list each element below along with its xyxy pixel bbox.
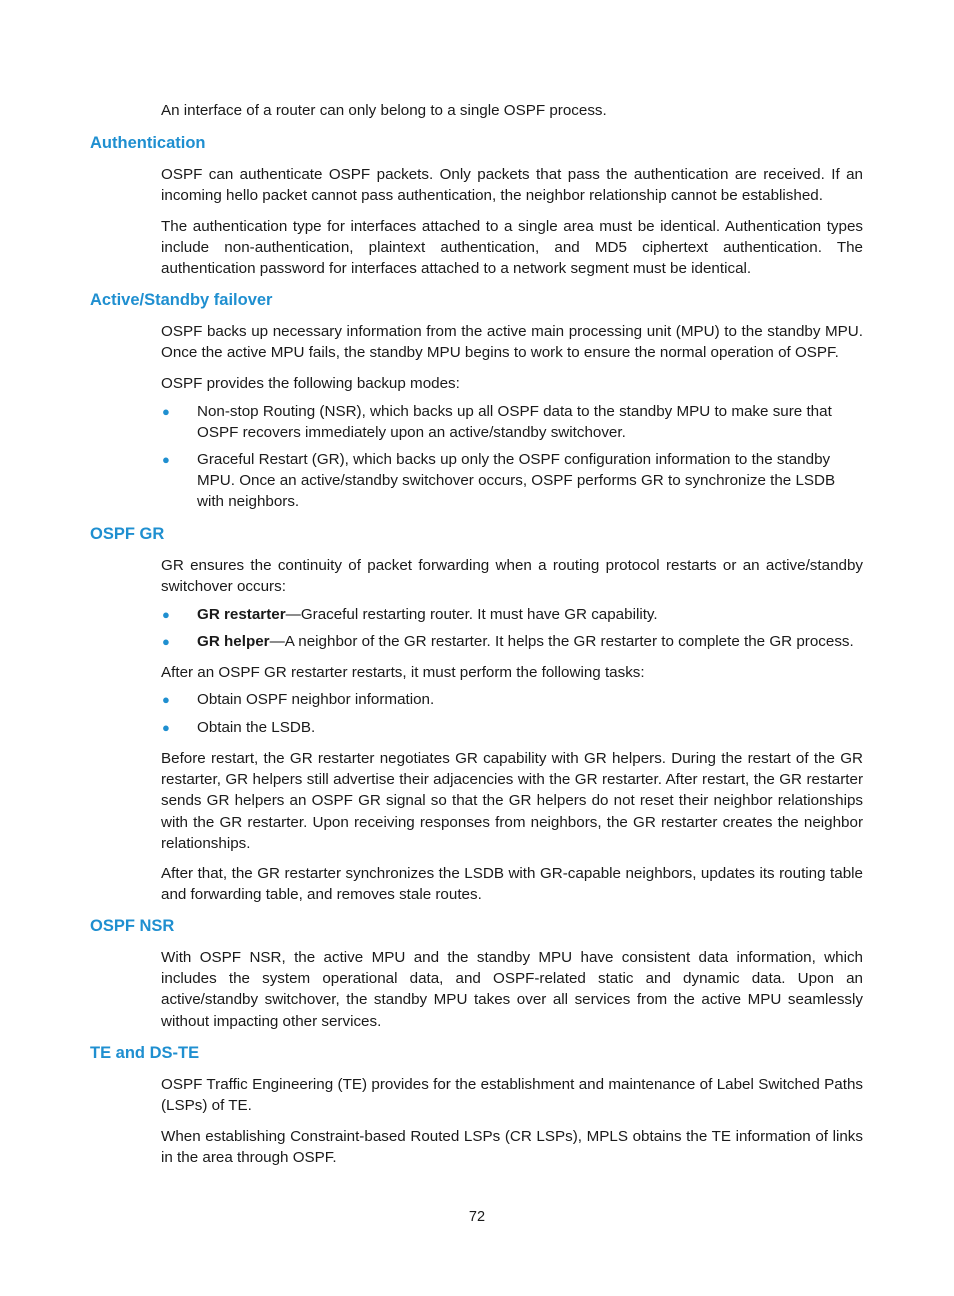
bullet-icon: ● [162, 607, 170, 622]
term-gr-helper: GR helper [197, 633, 270, 650]
failover-paragraph-2: OSPF provides the following backup modes: [161, 375, 460, 392]
list-item-text [197, 604, 863, 625]
te-paragraph-2: When establishing Constraint-based Routed LSPs (CR LSPs), MPLS obtains the TE information of links in the area through OSPF. [161, 1128, 863, 1167]
bullet-icon: ● [162, 692, 170, 707]
heading-ospf-nsr: OSPF NSR [90, 917, 175, 935]
list-item-text: Obtain OSPF neighbor information. [197, 691, 435, 708]
authentication-paragraph-1: OSPF can authenticate OSPF packets. Only packets that pass the authentication are received. If an incoming hello packet cannot pass authentication, the neighbor relationship cannot be established. [161, 166, 863, 205]
nsr-paragraph-1: With OSPF NSR, the active MPU and the standby MPU have consistent data information, which includes the system operational data, and OSPF-related static and dynamic data. Upon an active/standby switchover, the standby MPU takes over all services from the active MPU seamlessly without impacting other services. [161, 949, 863, 1030]
term-description: —A neighbor of the GR restarter. It helps the GR restarter to complete the GR process. [269, 633, 854, 650]
failover-paragraph-1: OSPF backs up necessary information from the active main processing unit (MPU) to the standby MPU. Once the active MPU fails, the standby MPU begins to work to ensure the normal operation of OSPF. [161, 323, 863, 362]
list-item [161, 631, 863, 652]
list-item-text: Non-stop Routing (NSR), which backs up all OSPF data to the standby MPU to make sure that OSPF recovers immediately upon an active/standby switchover. [197, 403, 832, 442]
heading-authentication: Authentication [90, 134, 206, 152]
page-number: 72 [468, 1209, 486, 1225]
gr-paragraph-3: Before restart, the GR restarter negotiates GR capability with GR helpers. During the restart of the GR restarter, GR helpers still advertise their adjacencies with the GR restarter. After restart, the GR restarter sends GR helpers an OSPF GR signal so that the GR helpers do not reset their neighbor relationships with the GR restarter. Upon receiving responses from neighbors, the GR restarter creates the neighbor relationships. [161, 750, 863, 852]
list-item [161, 604, 863, 625]
list-item [161, 717, 863, 738]
gr-paragraph-4: After that, the GR restarter synchronizes the LSDB with GR-capable neighbors, updates its routing table and forwarding table, and removes stale routes. [161, 865, 863, 904]
list-item-text: Obtain the LSDB. [197, 719, 316, 736]
term-description: —Graceful restarting router. It must have GR capability. [285, 606, 658, 623]
list-item [161, 689, 863, 710]
bullet-icon: ● [162, 634, 170, 649]
bullet-icon: ● [162, 720, 170, 735]
intro-paragraph: An interface of a router can only belong to a single OSPF process. [161, 102, 607, 119]
gr-paragraph-2: After an OSPF GR restarter restarts, it must perform the following tasks: [161, 664, 645, 681]
heading-ospf-gr: OSPF GR [90, 525, 165, 543]
gr-paragraph-1: GR ensures the continuity of packet forwarding when a routing protocol restarts or an active/standby switchover occurs: [161, 557, 863, 596]
list-item [161, 401, 863, 443]
list-item [161, 449, 863, 513]
term-gr-restarter: GR restarter [197, 606, 286, 623]
te-paragraph-1: OSPF Traffic Engineering (TE) provides for the establishment and maintenance of Label Switched Paths (LSPs) of TE. [161, 1076, 863, 1115]
heading-active-standby-failover: Active/Standby failover [90, 291, 273, 309]
list-item-text [197, 631, 863, 652]
list-item-text: Graceful Restart (GR), which backs up only the OSPF configuration information to the standby MPU. Once an active/standby switchover occurs, OSPF performs GR to synchronize the LSDB with neighbors. [197, 451, 836, 511]
bullet-icon: ● [162, 404, 170, 419]
authentication-paragraph-2: The authentication type for interfaces attached to a single area must be identical. Authentication types include non-authentication, plaintext authentication, and MD5 ciphertext authentication. The authentication password for interfaces attached to a network segment must be identical. [161, 218, 863, 278]
heading-te-and-ds-te: TE and DS-TE [90, 1044, 200, 1062]
bullet-icon: ● [162, 452, 170, 467]
